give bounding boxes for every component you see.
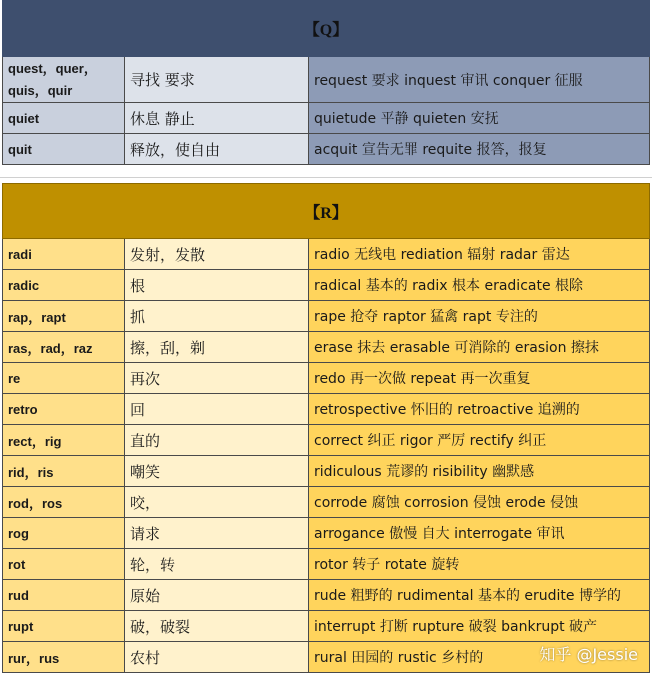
root-cell: retro bbox=[3, 394, 125, 425]
root-cell: radi bbox=[3, 239, 125, 270]
table-row bbox=[3, 57, 650, 103]
meaning-cell: 农村 bbox=[125, 642, 309, 673]
table-row bbox=[3, 549, 650, 580]
examples-cell: retrospective 怀旧的 retroactive 追溯的 bbox=[309, 394, 650, 425]
r-section-table bbox=[2, 183, 650, 673]
meaning-cell: 回 bbox=[125, 394, 309, 425]
table-row bbox=[3, 394, 650, 425]
r-section-header: 【R】 bbox=[3, 184, 650, 239]
table-row bbox=[3, 518, 650, 549]
root-cell: rap，rapt bbox=[3, 301, 125, 332]
table-row bbox=[3, 580, 650, 611]
meaning-cell: 释放，使自由 bbox=[125, 134, 309, 165]
table-row bbox=[3, 456, 650, 487]
examples-cell: rotor 转子 rotate 旋转 bbox=[309, 549, 650, 580]
r-section-header-row bbox=[3, 184, 650, 239]
examples-cell: corrode 腐蚀 corrosion 侵蚀 erode 侵蚀 bbox=[309, 487, 650, 518]
meaning-cell: 直的 bbox=[125, 425, 309, 456]
root-cell: rid，ris bbox=[3, 456, 125, 487]
q-section-table bbox=[2, 0, 650, 165]
examples-cell: redo 再一次做 repeat 再一次重复 bbox=[309, 363, 650, 394]
watermark: 知乎 @Jessie bbox=[539, 645, 638, 664]
table-row bbox=[3, 103, 650, 134]
root-cell: quit bbox=[3, 134, 125, 165]
root-cell: rur，rus bbox=[3, 642, 125, 673]
examples-cell: interrupt 打断 rupture 破裂 bankrupt 破产 bbox=[309, 611, 650, 642]
meaning-cell: 根 bbox=[125, 270, 309, 301]
meaning-cell: 休息 静止 bbox=[125, 103, 309, 134]
table-row bbox=[3, 239, 650, 270]
meaning-cell: 抓 bbox=[125, 301, 309, 332]
table-row bbox=[3, 270, 650, 301]
q-section-header-row bbox=[3, 1, 650, 57]
examples-cell: rural 田园的 rustic 乡村的 bbox=[309, 642, 650, 673]
root-cell: quiet bbox=[3, 103, 125, 134]
examples-cell: arrogance 傲慢 自大 interrogate 审讯 bbox=[309, 518, 650, 549]
table-row bbox=[3, 301, 650, 332]
meaning-cell: 请求 bbox=[125, 518, 309, 549]
meaning-cell: 破，破裂 bbox=[125, 611, 309, 642]
gridline-divider bbox=[0, 177, 652, 178]
root-cell: radic bbox=[3, 270, 125, 301]
root-cell: rect，rig bbox=[3, 425, 125, 456]
root-cell: quest，quer， quis，quir bbox=[3, 57, 125, 103]
examples-cell: rape 抢夺 raptor 猛禽 rapt 专注的 bbox=[309, 301, 650, 332]
meaning-cell: 擦，刮，剃 bbox=[125, 332, 309, 363]
meaning-cell: 轮，转 bbox=[125, 549, 309, 580]
meaning-cell: 寻找 要求 bbox=[125, 57, 309, 103]
root-cell: ras，rad，raz bbox=[3, 332, 125, 363]
meaning-cell: 嘲笑 bbox=[125, 456, 309, 487]
examples-cell: radio 无线电 rediation 辐射 radar 雷达 bbox=[309, 239, 650, 270]
q-section-header: 【Q】 bbox=[3, 1, 650, 57]
examples-cell: rude 粗野的 rudimental 基本的 erudite 博学的 bbox=[309, 580, 650, 611]
root-cell: re bbox=[3, 363, 125, 394]
table-row bbox=[3, 134, 650, 165]
table-row bbox=[3, 487, 650, 518]
table-row bbox=[3, 332, 650, 363]
root-cell: rod，ros bbox=[3, 487, 125, 518]
table-row bbox=[3, 425, 650, 456]
root-cell: rud bbox=[3, 580, 125, 611]
examples-cell: erase 抹去 erasable 可消除的 erasion 擦抹 bbox=[309, 332, 650, 363]
examples-cell: ridiculous 荒谬的 risibility 幽默感 bbox=[309, 456, 650, 487]
table-row bbox=[3, 363, 650, 394]
meaning-cell: 原始 bbox=[125, 580, 309, 611]
table-row bbox=[3, 611, 650, 642]
root-cell: rot bbox=[3, 549, 125, 580]
meaning-cell: 再次 bbox=[125, 363, 309, 394]
section-gap bbox=[0, 171, 652, 183]
meaning-cell: 咬， bbox=[125, 487, 309, 518]
root-cell: rog bbox=[3, 518, 125, 549]
examples-cell: quietude 平静 quieten 安抚 bbox=[309, 103, 650, 134]
meaning-cell: 发射，发散 bbox=[125, 239, 309, 270]
examples-cell: acquit 宣告无罪 requite 报答，报复 bbox=[309, 134, 650, 165]
examples-cell: request 要求 inquest 审讯 conquer 征服 bbox=[309, 57, 650, 103]
examples-cell: correct 纠正 rigor 严厉 rectify 纠正 bbox=[309, 425, 650, 456]
examples-cell: radical 基本的 radix 根本 eradicate 根除 bbox=[309, 270, 650, 301]
root-cell: rupt bbox=[3, 611, 125, 642]
